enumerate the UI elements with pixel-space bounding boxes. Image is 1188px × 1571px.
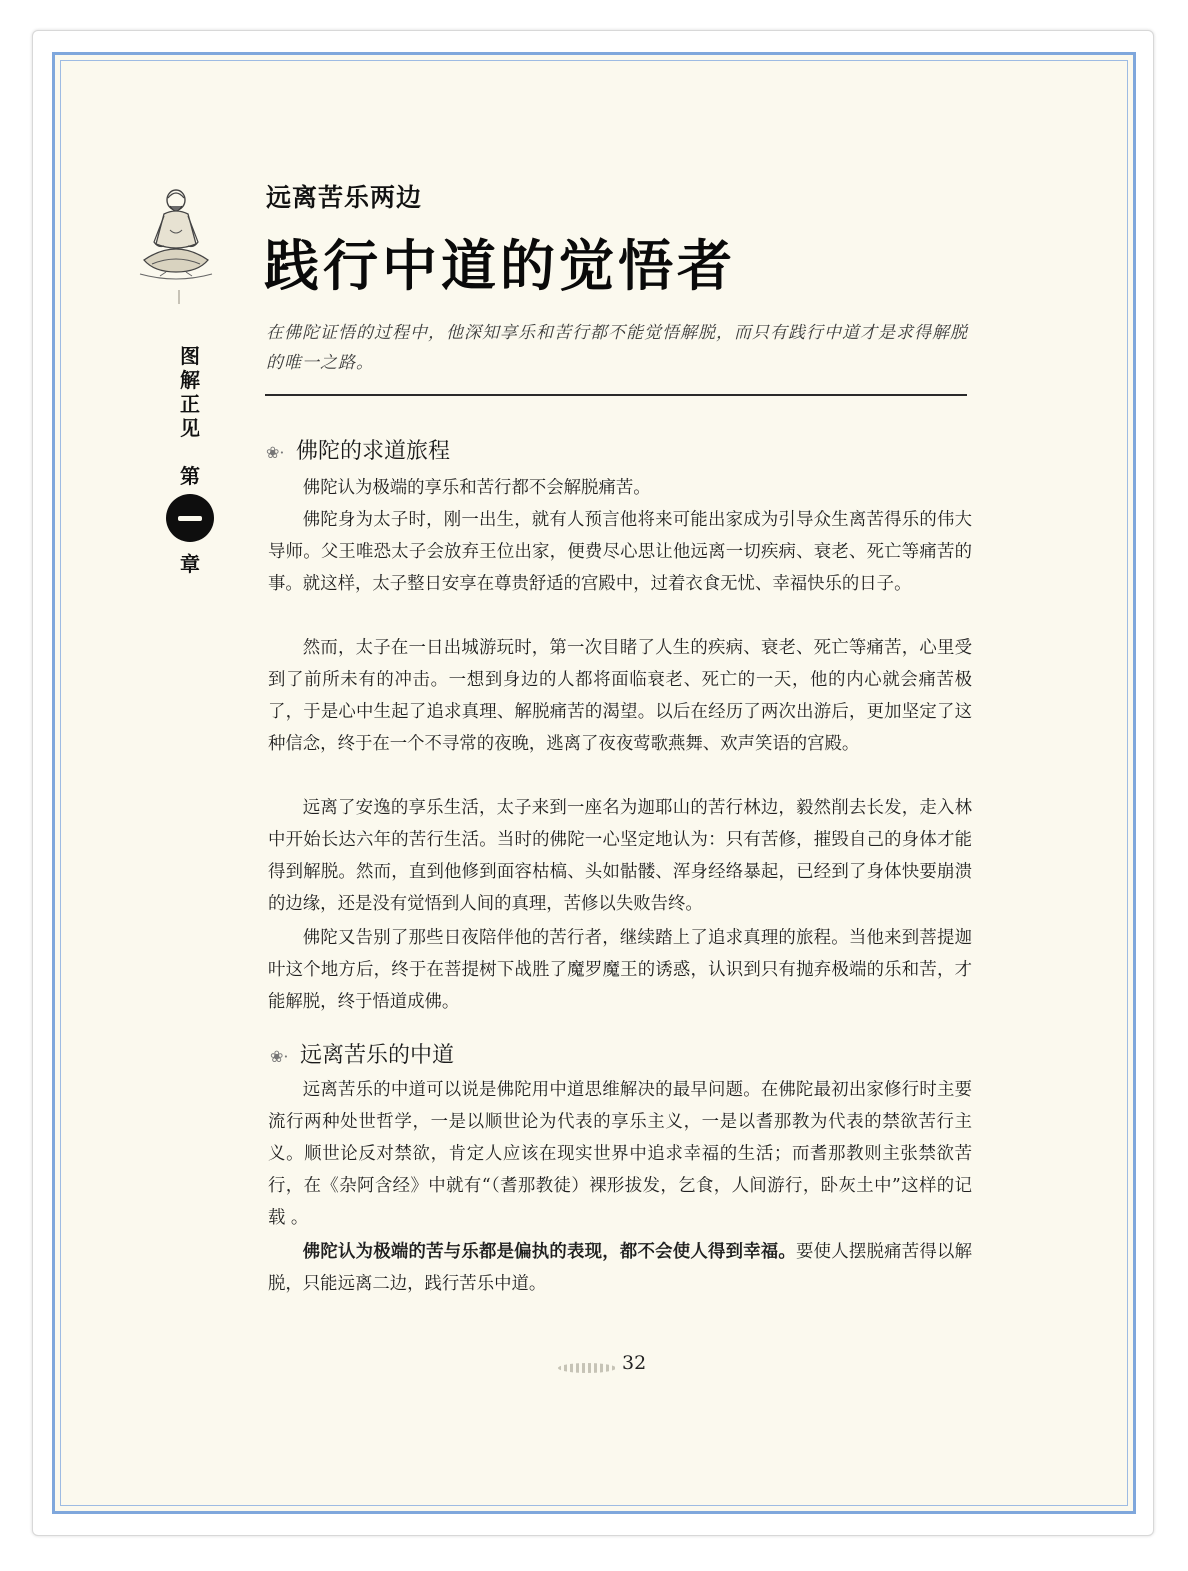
footer-ornament [558,1363,616,1373]
paragraph: 佛陀又告别了那些日夜陪伴他的苦行者，继续踏上了追求真理的旅程。当他来到菩提迦叶这个地方后，终于在菩提树下战胜了魔罗魔王的诱惑，认识到只有抛弃极端的乐和苦，才能解脱，终于悟道成佛。 [268,928,972,1012]
page-footer [556,1352,676,1378]
header-divider [265,394,967,396]
sidebar-divider [176,290,182,306]
seated-monk-icon [134,186,218,282]
sidebar-book-title [172,344,208,440]
page-title: 践行中道的觉悟者 [264,234,737,298]
section-heading [270,1038,454,1069]
chapter-number-glyph [178,516,202,521]
sidebar-title-char: 图 [180,344,200,368]
emphasis-text: 佛陀认为极端的苦与乐都是偏执的表现，都不会使人得到幸福。 [302,1242,797,1262]
lotus-ornament-icon: ❀· [266,442,285,462]
page-number: 32 [622,1352,647,1374]
section-heading-text: 远离苦乐的中道 [300,1043,455,1068]
paragraph: 然而，太子在一日出城游玩时，第一次目睹了人生的疾病、衰老、死亡等痛苦，心里受到了前所未有的冲击。一想到身边的人都将面临衰老、死亡的一天，他的内心就会痛苦极了，于是心中生起了追求真理、解脱痛苦的渴望。以后在经历了两次出游后，更加坚定了这种信念，终于在一个不寻常的夜晚，逃离了夜夜莺歌燕舞、欢声笑语的宫殿。 [268,638,972,754]
paragraph-emphasis [268,1236,972,1300]
sidebar-title-char: 见 [180,416,200,440]
chapter-number-badge [166,494,214,542]
paragraph: 佛陀身为太子时，刚一出生，就有人预言他将来可能出家成为引导众生离苦得乐的伟大导师。父王唯恐太子会放弃王位出家，便费尽心思让他远离一切疾病、衰老、死亡等痛苦的事。就这样，太子整日安享在尊贵舒适的宫殿中，过着衣食无忧、幸福快乐的日子。 [268,510,972,594]
paragraph-rest: 要使人摆脱痛苦得以解脱，只能远离二边，践行苦乐中道。 [268,1242,972,1294]
sidebar-title-char: 解 [180,368,200,392]
paragraph: 佛陀认为极端的享乐和苦行都不会解脱痛苦。 [302,478,651,498]
paragraph: 远离苦乐的中道可以说是佛陀用中道思维解决的最早问题。在佛陀最初出家修行时主要流行两种处世哲学，一是以顺世论为代表的享乐主义，一是以耆那教为代表的禁欲苦行主义。顺世论反对禁欲，肯定人应该在现实世界中追求幸福的生活；而耆那教则主张禁欲苦行，在《杂阿含经》中就有“（耆那教徒）裸形拔发，乞食，人间游行，卧灰土中”这样的记载 。 [268,1080,972,1228]
sidebar-title-char: 正 [180,392,200,416]
lotus-ornament-icon: ❀· [270,1046,289,1066]
paragraph: 远离了安逸的享乐生活，太子来到一座名为迦耶山的苦行林边，毅然削去长发，走入林中开始长达六年的苦行生活。当时的佛陀一心坚定地认为：只有苦修，摧毁自己的身体才能得到解脱。然而，直到他修到面容枯槁、头如骷髅、浑身经络暴起，已经到了身体快要崩溃的边缘，还是没有觉悟到人间的真理，苦修以失败告终。 [268,798,972,914]
chapter-suffix: 章 [180,552,200,576]
section-heading-text: 佛陀的求道旅程 [296,439,451,464]
intro-text: 在佛陀证悟的过程中，他深知享乐和苦行都不能觉悟解脱，而只有践行中道才是求得解脱的唯一之路。 [266,323,968,373]
chapter-prefix: 第 [180,464,200,488]
page-subtitle: 远离苦乐两边 [266,183,423,212]
section-heading [266,434,450,465]
